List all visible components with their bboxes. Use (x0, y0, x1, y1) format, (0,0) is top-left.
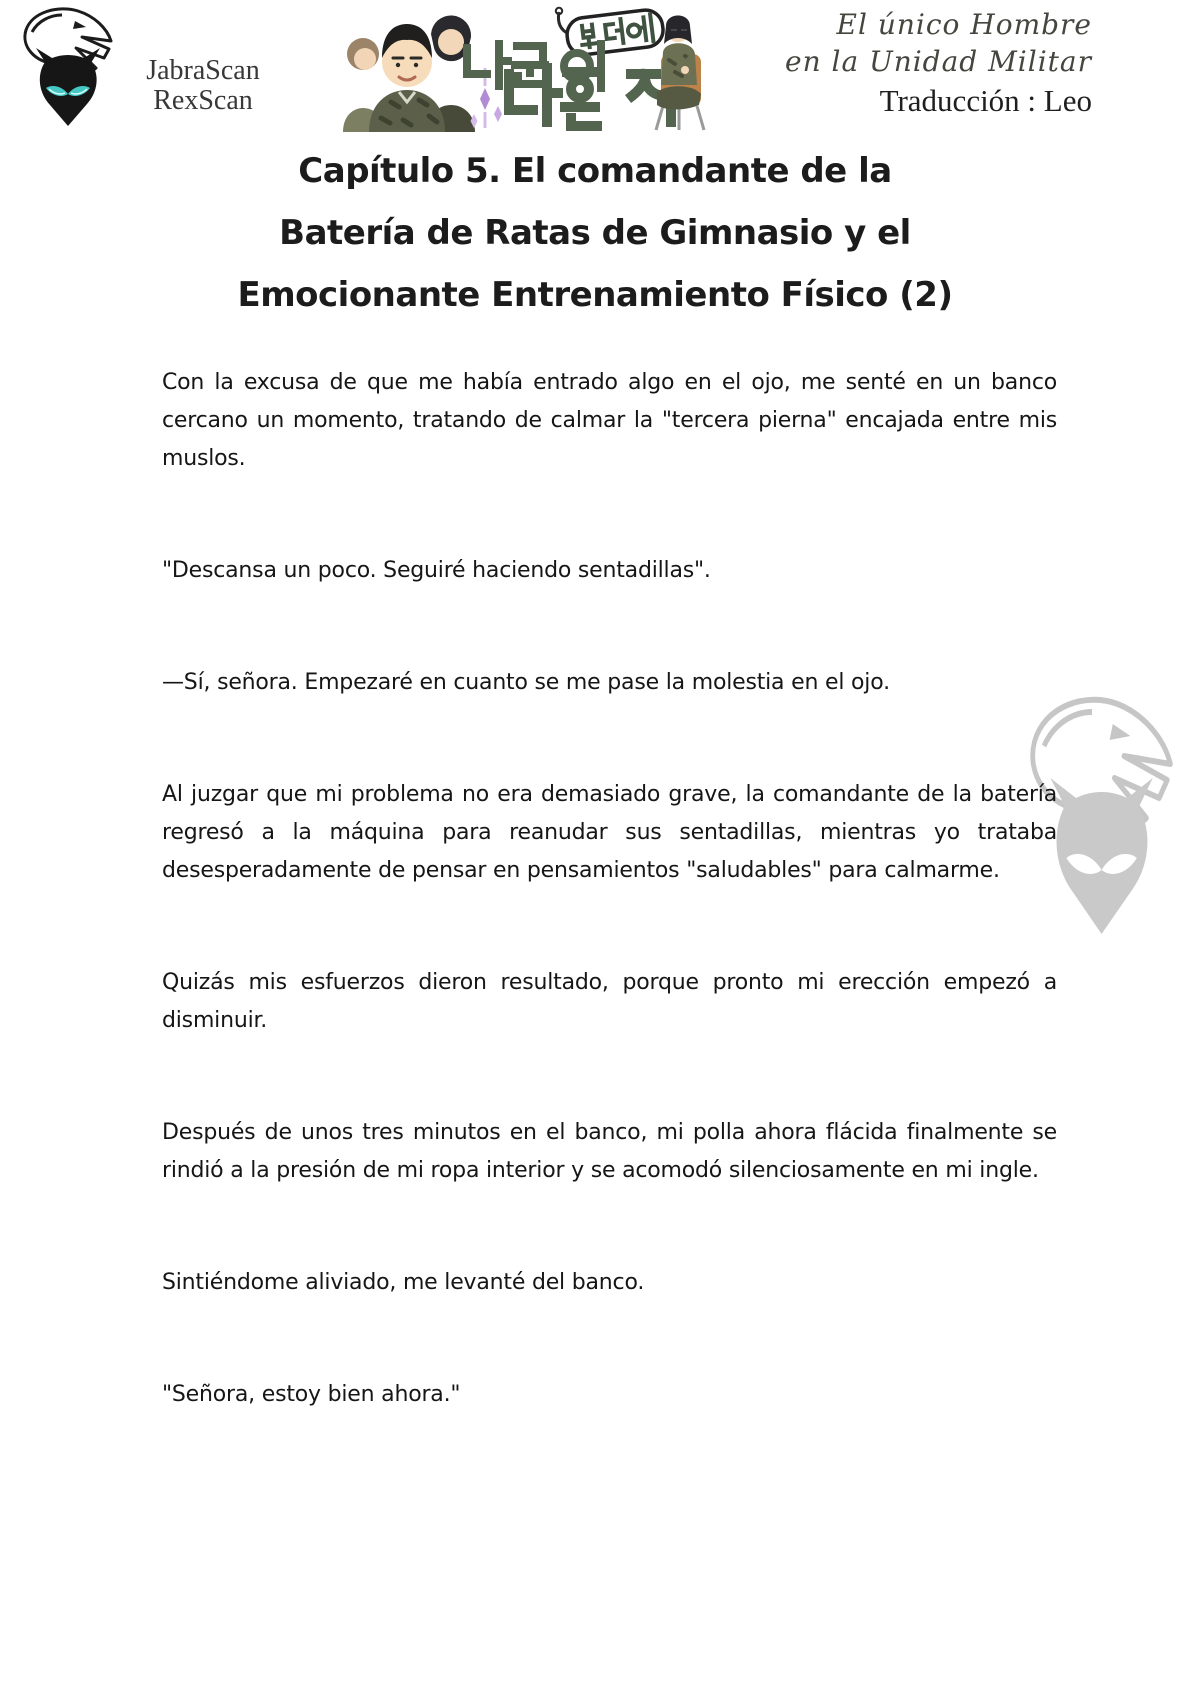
jabrascan-rexscan-logo (12, 2, 122, 134)
chapter-title-line1: Capítulo 5. El comandante de la (298, 151, 892, 191)
body-paragraph: Quizás mis esfuerzos dieron resultado, porque pronto mi erección empezó a disminuir. (162, 970, 1057, 1033)
scan-group-name (118, 56, 288, 116)
chapter-body (162, 364, 1057, 1488)
rex-mask-icon (36, 48, 100, 126)
body-paragraph: Después de unos tres minutos en el banco, mi polla ahora flácida finalmente se rindió a la presión de mi ropa interior y se acomodó silenciosamente en mi ingle. (162, 1120, 1057, 1183)
scan-name-line1: JabraScan (146, 55, 260, 86)
series-title-line2: en la Unidad Militar (785, 45, 1092, 78)
body-paragraph: "Descansa un poco. Seguiré haciendo sentadillas". (162, 558, 711, 583)
translation-credit: Traducción : Leo (879, 83, 1092, 118)
chapter-title-line2: Batería de Ratas de Gimnasio y el (279, 213, 911, 253)
body-paragraph: —Sí, señora. Empezaré en cuanto se me pase la molestia en el ojo. (162, 670, 890, 695)
body-paragraph: Con la excusa de que me había entrado algo en el ojo, me senté en un banco cercano un momento, tratando de calmar la "tercera pierna" encajada entre mis muslos. (162, 370, 1057, 471)
body-paragraph: Al juzgar que mi problema no era demasiado grave, la comandante de la batería regresó a la máquina para reanudar sus sentadillas, mientras yo trataba desesperadamente de pensar en pensamientos "saludables" para calmarme. (162, 782, 1057, 883)
series-info (785, 6, 1092, 119)
chapter-title-line3: Emocionante Entrenamiento Físico (2) (237, 275, 953, 315)
cover-illustration (333, 4, 708, 136)
chapter-title (135, 140, 1055, 326)
body-paragraph: "Señora, estoy bien ahora." (162, 1382, 461, 1407)
body-paragraph: Sintiéndome aliviado, me levanté del banco. (162, 1270, 645, 1295)
page-header (0, 0, 1190, 138)
rex-logo-icon (12, 2, 122, 130)
series-title-line1: El único Hombre (836, 8, 1092, 41)
scan-name-line2: RexScan (153, 85, 253, 116)
